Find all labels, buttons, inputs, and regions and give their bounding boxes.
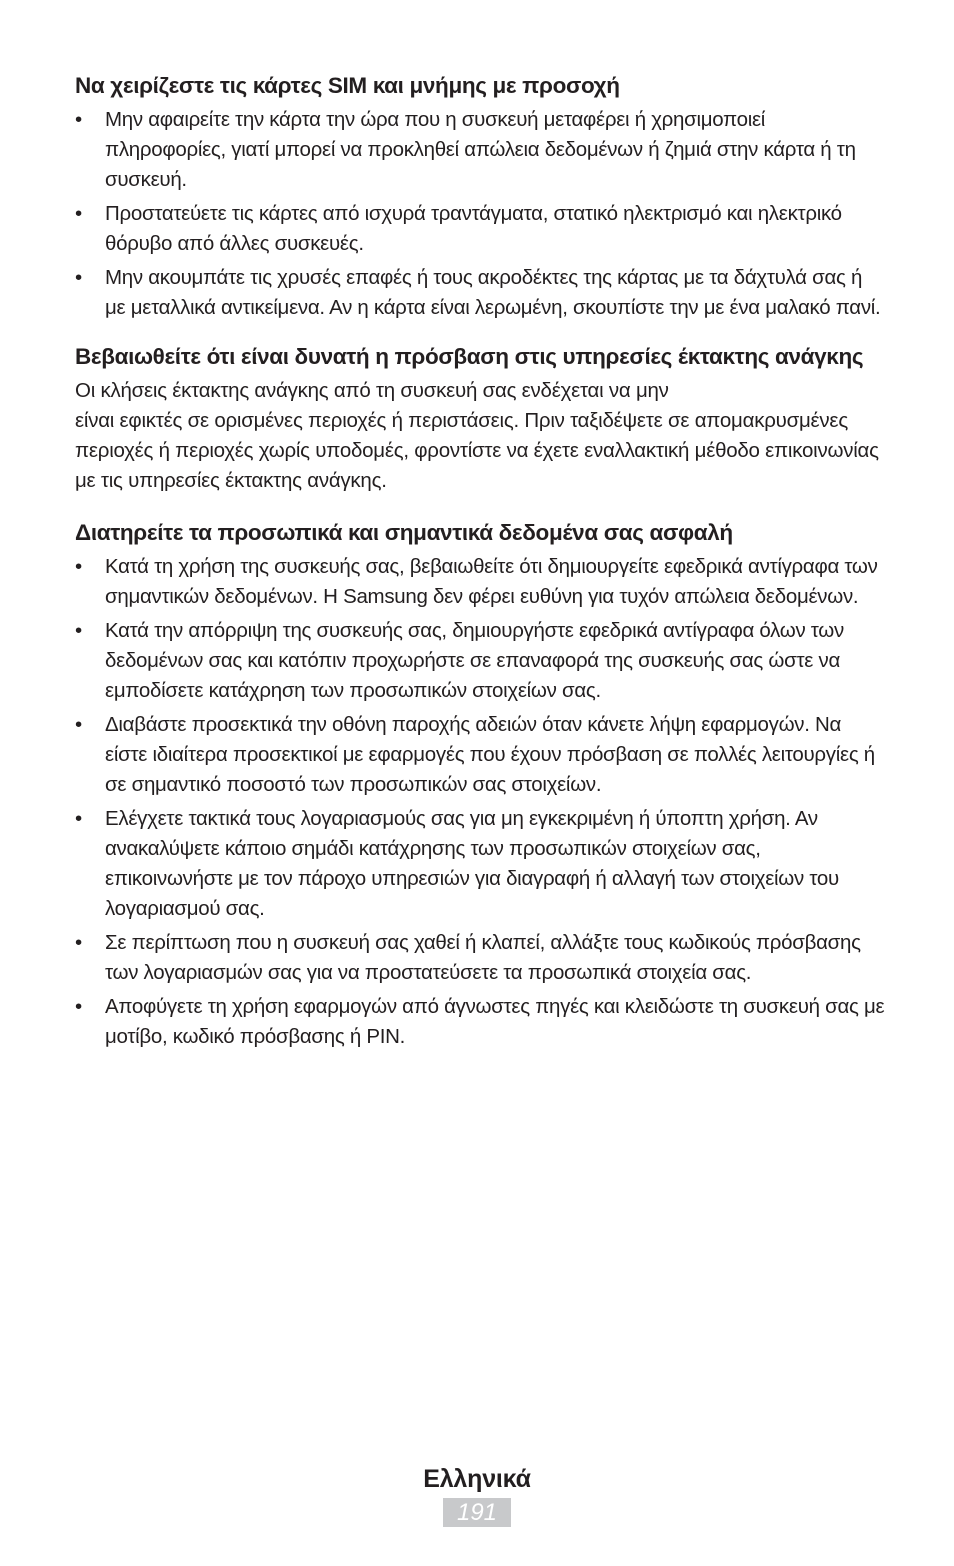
list-item — [75, 992, 885, 1052]
bullet-marker: • — [75, 619, 82, 642]
paragraph-line: Οι κλήσεις έκτακτης ανάγκης από τη συσκευή σας ενδέχεται να μην — [75, 379, 669, 402]
list-item-text: Σε περίπτωση που η συσκευή σας χαθεί ή κλαπεί, αλλάξτε τους κωδικούς πρόσβασης των λογαριασμών σας για να προστατεύσετε τα προσωπικά στοιχεία σας. — [105, 931, 861, 984]
list-item-text: Ελέγχετε τακτικά τους λογαριασμούς σας για μη εγκεκριμένη ή ύποπτη χρήση. Αν ανακαλύψετε κάποιο σημάδι κατάχρησης των προσωπικών στοιχείων σας, επικοινωνήστε με τον πάροχο υπηρεσιών για διαγραφή ή αλλαγή των στοιχείων του λογαριασμού σας. — [105, 807, 839, 920]
section-paragraph — [75, 376, 885, 496]
list-item — [75, 105, 885, 195]
bullet-marker: • — [75, 713, 82, 736]
bullet-marker: • — [75, 931, 82, 954]
list-item — [75, 710, 885, 800]
section-sim-cards — [75, 70, 885, 323]
page-number: 191 — [443, 1498, 511, 1527]
section-heading: Διατηρείτε τα προσωπικά και σημαντικά δεδομένα σας ασφαλή — [75, 520, 733, 545]
page-footer — [0, 1462, 954, 1527]
list-item-text: Αποφύγετε τη χρήση εφαρμογών από άγνωστες πηγές και κλειδώστε τη συσκευή σας με μοτίβο, κωδικό πρόσβασης ή PIN. — [105, 995, 885, 1048]
bullet-marker: • — [75, 266, 82, 289]
section-heading: Να χειρίζεστε τις κάρτες SIM και μνήμης με προσοχή — [75, 73, 620, 98]
bullet-list — [75, 105, 885, 323]
bullet-marker: • — [75, 995, 82, 1018]
list-item — [75, 804, 885, 924]
bullet-list — [75, 552, 885, 1052]
list-item — [75, 199, 885, 259]
list-item-text: Προστατεύετε τις κάρτες από ισχυρά τραντάγματα, στατικό ηλεκτρισμό και ηλεκτρικό θόρυβο από άλλες συσκευές. — [105, 202, 842, 255]
list-item-text: Μην αφαιρείτε την κάρτα την ώρα που η συσκευή μεταφέρει ή χρησιμοποιεί πληροφορίες, γιατί μπορεί να προκληθεί απώλεια δεδομένων ή ζημιά στην κάρτα ή τη συσκευή. — [105, 108, 856, 191]
section-heading: Βεβαιωθείτε ότι είναι δυνατή η πρόσβαση στις υπηρεσίες έκτακτης ανάγκης — [75, 344, 864, 369]
bullet-marker: • — [75, 555, 82, 578]
list-item-text: Μην ακουμπάτε τις χρυσές επαφές ή τους ακροδέκτες της κάρτας με τα δάχτυλά σας ή με μεταλλικά αντικείμενα. Αν η κάρτα είναι λερωμένη, σκουπίστε την με ένα μαλακό πανί. — [105, 266, 881, 319]
list-item — [75, 616, 885, 706]
list-item-text: Κατά την απόρριψη της συσκευής σας, δημιουργήστε εφεδρικά αντίγραφα όλων των δεδομένων σας και κατόπιν προχωρήστε σε επαναφορά της συσκευής σας ώστε να εμποδίσετε κατάχρηση των προσωπικών στοιχείων σας. — [105, 619, 844, 702]
document-body — [75, 70, 885, 1056]
list-item-text: Διαβάστε προσεκτικά την οθόνη παροχής αδειών όταν κάνετε λήψη εφαρμογών. Να είστε ιδιαίτερα προσεκτικοί με εφαρμογές που έχουν πρόσβαση σε πολλές λειτουργίες ή σε σημαντικό ποσοστό των προσωπικών σας στοιχείων. — [105, 713, 875, 796]
list-item — [75, 928, 885, 988]
list-item — [75, 552, 885, 612]
bullet-marker: • — [75, 807, 82, 830]
section-personal-data — [75, 517, 885, 1052]
list-item — [75, 263, 885, 323]
paragraph-text: είναι εφικτές σε ορισμένες περιοχές ή περιστάσεις. Πριν ταξιδέψετε σε απομακρυσμένες περιοχές ή περιοχές χωρίς υποδομές, φροντίστε να έχετε εναλλακτική μέθοδο επικοινωνίας με τις υπηρεσίες έκτακτης ανάγκης. — [75, 409, 879, 492]
section-emergency-services — [75, 341, 885, 496]
bullet-marker: • — [75, 108, 82, 131]
list-item-text: Κατά τη χρήση της συσκευής σας, βεβαιωθείτε ότι δημιουργείτε εφεδρικά αντίγραφα των σημαντικών δεδομένων. Η Samsung δεν φέρει ευθύνη για τυχόν απώλεια δεδομένων. — [105, 555, 878, 608]
footer-language-label: Ελληνικά — [423, 1465, 531, 1493]
bullet-marker: • — [75, 202, 82, 225]
